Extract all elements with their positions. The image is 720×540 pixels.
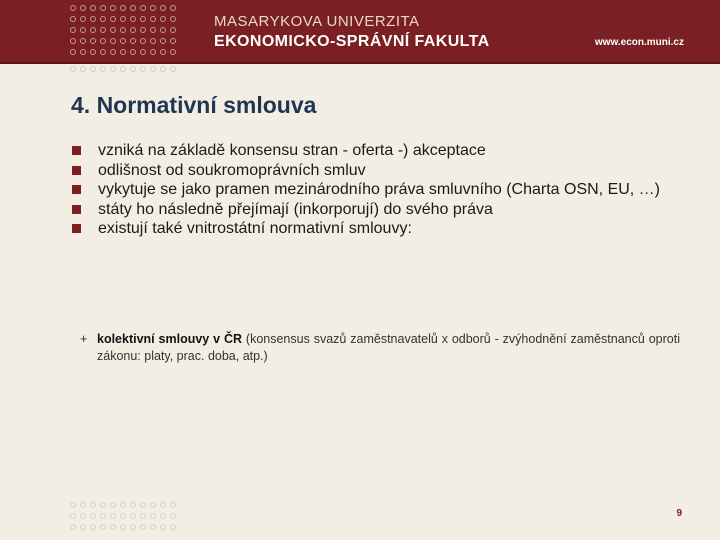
footer-dot-pattern [68,500,186,540]
sub-bullet [80,331,680,365]
site-url[interactable]: www.econ.muni.cz [594,37,684,48]
sub-bullet-rest: (konsensus svazů zaměstnavatelů x odborů - zvýhodnění zaměstnanců oproti zákonu: platy, prac. doba, atp.) [97,332,680,363]
square-bullet-icon [72,166,81,175]
sub-bullet-bold: kolektivní smlouvy v ČR [97,332,243,346]
header-bar [0,0,720,64]
bullet-list [70,141,682,239]
slide-title: 4. Normativní smlouva [71,92,317,118]
square-bullet-icon [72,146,81,155]
page-number: 9 [676,508,682,519]
university-name: MASARYKOVA UNIVERZITA [214,13,420,30]
header-dot-overflow [68,64,186,78]
bullet-item: vzniká na základě konsensu stran - oferta -) akceptace [70,141,682,161]
bullet-item: státy ho následně přejímají (inkorporují) do svého práva [70,200,682,220]
bullet-item: existují také vnitrostátní normativní smlouvy: [70,219,682,239]
sub-bullet-text [80,331,680,365]
square-bullet-icon [72,205,81,214]
bullet-item: vykytuje se jako pramen mezinárodního práva smluvního (Charta OSN, EU, …) [70,180,682,200]
faculty-name: EKONOMICKO-SPRÁVNÍ FAKULTA [214,33,490,50]
square-bullet-icon [72,185,81,194]
bullet-item: odlišnost od soukromoprávních smluv [70,161,682,181]
square-bullet-icon [72,224,81,233]
plus-icon: + [80,332,88,346]
